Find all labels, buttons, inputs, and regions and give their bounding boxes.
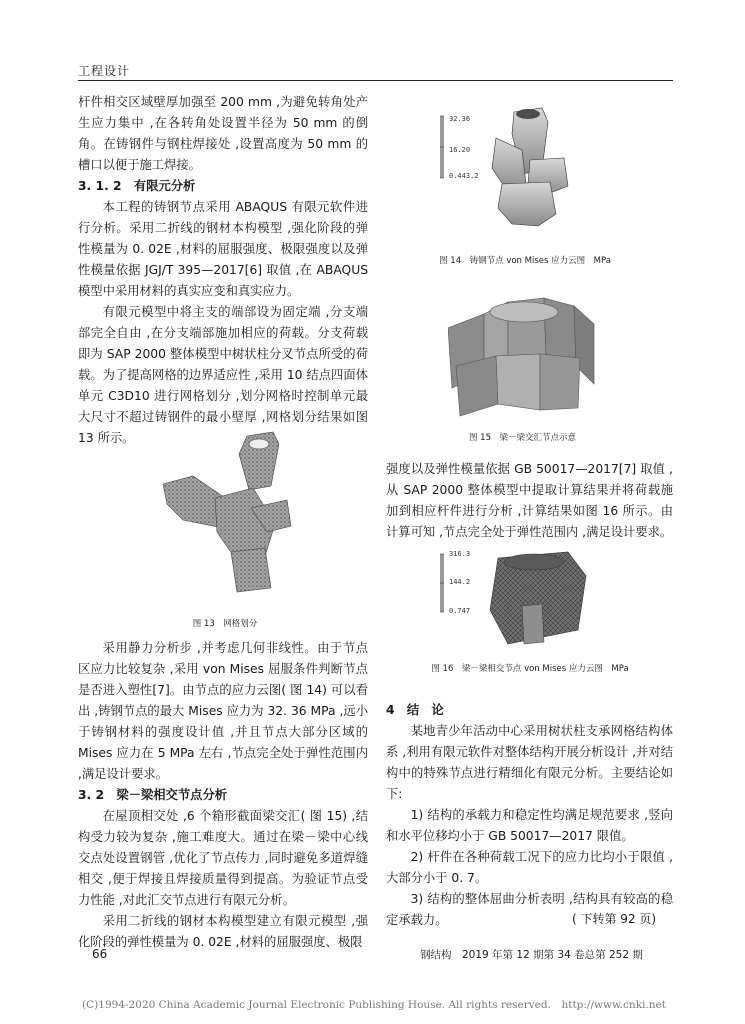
right-column-conclusions <box>386 700 673 931</box>
figure-15-caption: 图 15 梁－梁交汇节点示意 <box>468 433 577 443</box>
page-number: 66 <box>92 947 108 961</box>
journal-info: 钢结构 2019 年第 12 期第 34 卷总第 252 期 <box>420 949 643 961</box>
figure-13-caption: 图 13 网格划分 <box>192 619 258 629</box>
conclusion-item-1: 1) 结构的承载力和稳定性均满足规范要求 ,竖向和水平位移均小于 GB 50017—2017 限值。 <box>386 808 673 843</box>
figure-13-mesh <box>155 428 295 598</box>
figure-15-beam-joint <box>448 284 598 424</box>
section-title: 工程设计 <box>78 64 131 78</box>
left-column-bottom <box>78 638 368 953</box>
figure-14-caption: 图 14 铸钢节点 von Mises 应力云图 MPa <box>439 256 611 266</box>
fig14-legend-mid: 16.20 <box>449 146 471 154</box>
paragraph-bilinear-model: 采用二折线的钢材本构模型建立有限元模型 ,强化阶段的弹性模量为 0. 02E ,材料的屈服强度、极限 <box>78 914 368 949</box>
paragraph-conclusion-intro: 某地青少年活动中心采用树状柱支承网格结构体系 ,利用有限元软件对整体结构开展分析设计 ,并对结构中的特殊节点进行精细化有限元分析。主要结论如下: <box>386 724 673 801</box>
copyright-notice: (C)1994-2020 China Academic Journal Electronic Publishing House. All rights reserved. http://www.cnki.net <box>82 999 666 1011</box>
fig16-legend-mid: 144.2 <box>449 578 471 586</box>
heading-4-conclusion: 4 结 论 <box>386 703 444 717</box>
figure-16-caption: 图 16 梁－梁相交节点 von Mises 应力云图 MPa <box>431 664 629 674</box>
conclusion-item-2: 2) 杆件在各种荷载工况下的应力比均小于限值 ,大部分小于 0. 7。 <box>386 850 673 885</box>
header-rule <box>78 80 673 81</box>
heading-3-2: 3. 2 梁－梁相交节点分析 <box>78 788 228 802</box>
continued-note: ( 下转第 92 页) <box>572 912 657 926</box>
fig14-legend-max: 32.36 <box>449 115 471 123</box>
paragraph-beam-joint: 在屋顶相交处 ,6 个箱形截面梁交汇( 图 15) ,结构受力较为复杂 ,施工难度大。通过在梁－梁中心线交点处设置钢管 ,优化了节点传力 ,同时避免多道焊缝相交 ,便于焊接且焊接质量得到提高。为验证节点受力性能 ,对此汇交节点进行有限元分析。 <box>78 809 368 907</box>
figure-16-stress-contour <box>438 548 588 648</box>
fig16-legend-max: 316.3 <box>449 550 471 558</box>
conclusion-item-3: 3) 结构的整体屈曲分析表明 ,结构具有较高的稳定承载力。 <box>386 892 673 927</box>
paragraph-wall-thickness: 杆件相交区域壁厚加强至 200 mm ,为避免转角处产生应力集中 ,在各转角处设置半径为 50 mm 的倒角。在铸钢件与钢柱焊接处 ,设置高度为 50 mm 的槽口以便于施工焊接。 <box>78 95 368 172</box>
paragraph-static-analysis: 采用静力分析步 ,并考虑几何非线性。由于节点区应力比较复杂 ,采用 von Mises 屈服条件判断节点是否进入塑性[7]。由节点的应力云图( 图 14) 可以看出 ,铸钢节点的最大 Mises 应力为 32. 36 MPa ,远小于铸钢材料的强度设计值 ,并且节点大部分区域的 Mises 应力在 5 MPa 左右 ,节点完全处于弹性范围内 ,满足设计要求。 <box>78 641 368 781</box>
paragraph-gb-values: 强度以及弹性模量依据 GB 50017—2017[7] 取值 ,从 SAP 2000 整体模型中提取计算结果并将荷载施加到相应杆件进行分析 ,计算结果如图 16 所示。由计算可知 ,节点完全处于弹性范围内 ,满足设计要求。 <box>386 462 673 539</box>
heading-3-1-2: 3. 1. 2 有限元分析 <box>78 179 196 193</box>
fig16-legend-min: 0.747 <box>449 607 471 615</box>
paragraph-boundary: 有限元模型中将主支的端部设为固定端 ,分支端部完全自由 ,在分支端部施加相应的荷载。分支荷载即为 SAP 2000 整体模型中树状柱分叉节点所受的荷载。为了提高网格的边界适应性 ,采用 10 结点四面体单元 C3D10 进行网格划分 ,划分网格时控制单元最大尺寸不超过铸钢件的最小壁厚 ,网格划分结果如图 13 所示。 <box>78 305 368 445</box>
paragraph-abaqus: 本工程的铸钢节点采用 ABAQUS 有限元软件进行分析。采用二折线的钢材本构模型 ,强化阶段的弹性模量为 0. 02E ,材料的屈服强度、极限强度以及弹性模量依据 JGJ/T 395—2017[6] 取值 ,在 ABAQUS 模型中采用材料的真实应变和真实应力。 <box>78 200 368 298</box>
right-column-middle <box>386 459 673 543</box>
fig14-legend-min: 0.443.2 <box>449 172 479 180</box>
left-column-top <box>78 92 368 449</box>
